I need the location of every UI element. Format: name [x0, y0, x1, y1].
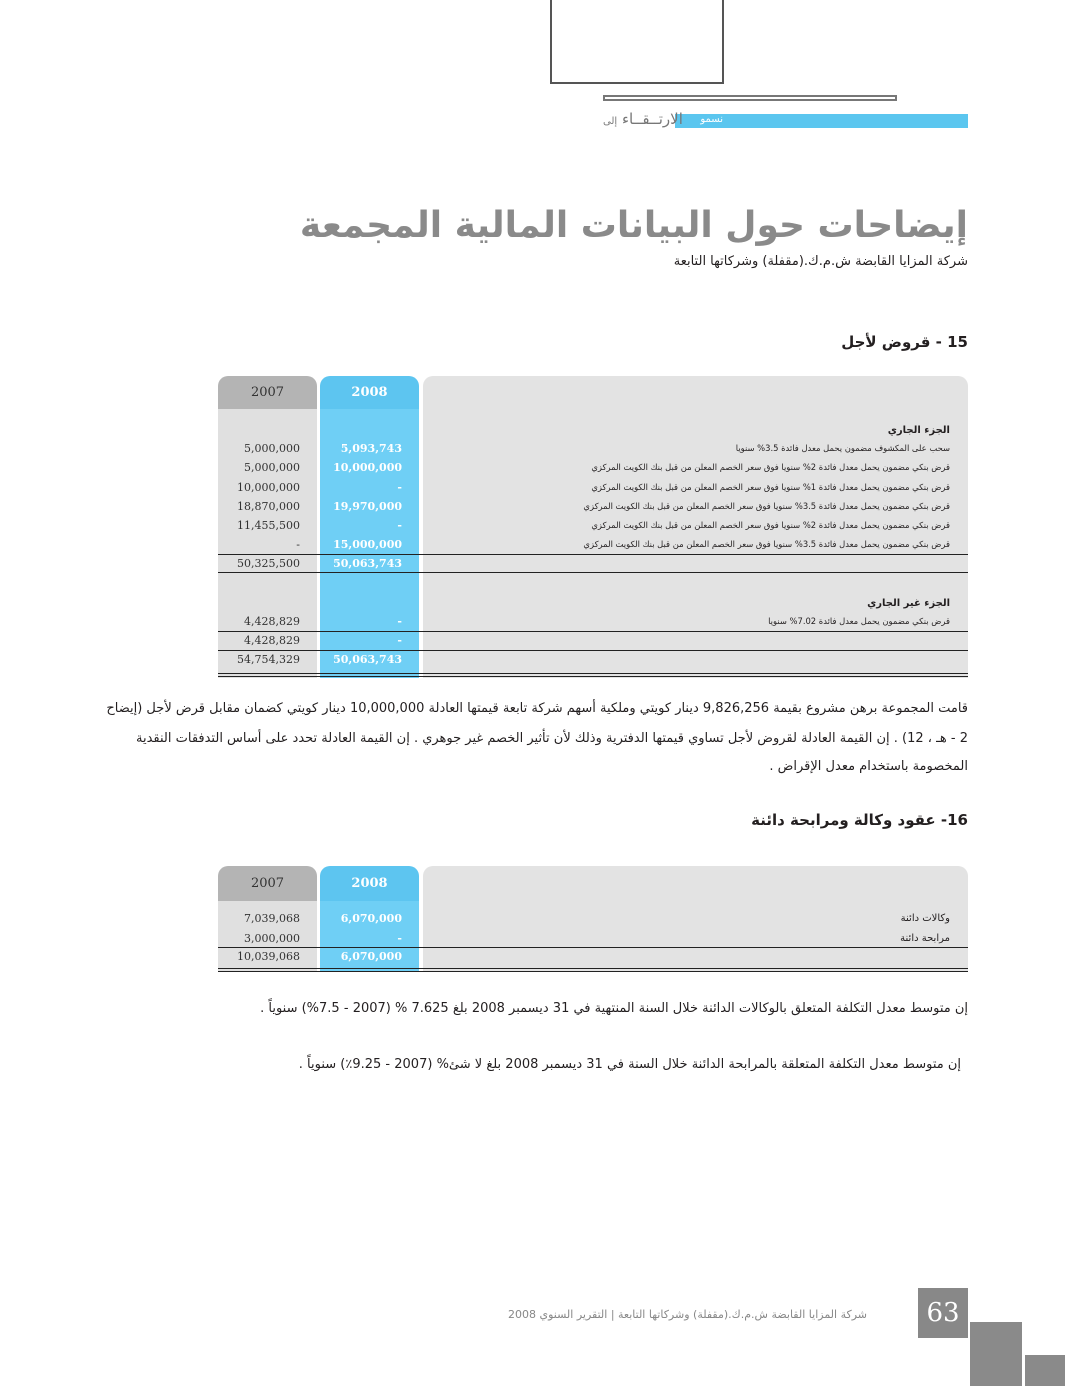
table-row-2008: -: [397, 519, 402, 532]
footer-block: [1025, 1355, 1065, 1386]
table-row-2007: 18,870,000: [237, 500, 300, 513]
table-row-2007: -: [296, 538, 300, 551]
table-row-desc: مرابحة دائنة: [900, 933, 950, 944]
noncurrent-portion-label: الجزء غير الجاري: [867, 598, 950, 609]
loans-table: [218, 376, 968, 678]
table-row-2008: 19,970,000: [333, 500, 402, 513]
section-15-heading: 15 - قروض لأجل: [841, 333, 968, 351]
noncurrent-total-2007: 4,428,829: [244, 634, 300, 647]
table-row-2008: 5,093,743: [340, 442, 402, 455]
footer-block: [970, 1322, 1022, 1386]
header-logo-word: الارتــقــاء: [621, 110, 683, 128]
divider: [218, 673, 968, 674]
table-row-desc: قرض بنكي مضمون يحمل معدل فائدة 2% سنويا فوق سعر الخصم المعلن من قبل بنك الكويت المركزي: [591, 462, 950, 472]
col-header-2008: 2008: [320, 866, 419, 901]
divider: [218, 676, 968, 677]
table-row-desc: سحب على المكشوف مضمون يحمل معدل فائدة 3.5% سنويا: [735, 443, 950, 453]
table-row-desc: قرض بنكي مضمون يحمل معدل فائدة 3.5% سنويا فوق سعر الخصم المعلن من قبل بنك الكويت المركزي: [583, 539, 950, 549]
note-15-line-1: قامت المجموعة برهن مشروع بقيمة 9,826,256 دينار كويتي وملكية أسهم شركة تابعة قيمتها العادلة 10,000,000 دينار كويتي كضمان مقابل قرض لأجل (إيضاح: [106, 701, 968, 716]
col-header-2008: 2008: [320, 376, 419, 409]
table-row-2008: -: [397, 615, 402, 628]
col-header-desc: [423, 376, 968, 409]
table-row-2007: 4,428,829: [244, 615, 300, 628]
table-row-2008: -: [397, 932, 402, 945]
grand-total-2008: 50,063,743: [333, 653, 402, 666]
current-total-2007: 50,325,500: [237, 557, 300, 570]
table-row-2007: 5,000,000: [244, 461, 300, 474]
current-portion-label: الجزء الجاري: [887, 425, 950, 436]
table-row-desc: قرض بنكي مضمون يحمل معدل فائدة 2% سنويا فوق سعر الخصم المعلن من قبل بنك الكويت المركزي: [591, 520, 950, 530]
noncurrent-total-2008: -: [397, 634, 402, 647]
table-row-2007: 3,000,000: [244, 932, 300, 945]
note-15-line-2: 2 - هـ ، 12) . إن القيمة العادلة لقروض لأجل تساوي قيمتها الدفترية وذلك لأن تأثير الخصم غير جوهري . إن القيمة العادلة تحدد على أساس التدفقات النقدية: [136, 731, 968, 746]
header-bar: [603, 95, 897, 101]
total-2008: 6,070,000: [340, 950, 402, 963]
table-row-2008: 6,070,000: [340, 912, 402, 925]
note-16-line-2: إن متوسط معدل التكلفة المتعلقة بالمرابحة الدائنة خلال السنة في 31 ديسمبر 2008 بلغ لا شئ% (2007 - 9.25٪) سنوياً .: [298, 1057, 961, 1072]
page-subtitle: شركة المزايا القابضة ش.م.ك.(مقفلة) وشركاتها التابعة: [673, 254, 968, 269]
table-row-2007: 7,039,068: [244, 912, 300, 925]
table-row-2008: -: [397, 481, 402, 494]
table-row-desc: قرض بنكي مضمون يحمل معدل فائدة 3.5% سنويا فوق سعر الخصم المعلن من قبل بنك الكويت المركزي: [583, 501, 950, 511]
table-row-desc: وكالات دائنة: [900, 913, 950, 924]
divider: [218, 572, 968, 573]
page-title: إيضاحات حول البيانات المالية المجمعة: [299, 205, 968, 246]
col-header-2007: 2007: [218, 866, 317, 901]
note-15-line-3: المخصومة باستخدام معدل الإقراض .: [769, 759, 968, 774]
table-row-desc: قرض بنكي مضمون يحمل معدل فائدة 7.02% سنويا: [768, 616, 950, 626]
divider: [218, 968, 968, 969]
table-row-2008: 10,000,000: [333, 461, 402, 474]
current-total-2008: 50,063,743: [333, 557, 402, 570]
header-frame: [550, 0, 724, 84]
footer-text: شركة المزايا القابضة ش.م.ك.(مقفلة) وشركاتها التابعة | التقرير السنوي 2008: [508, 1308, 867, 1321]
grand-total-2007: 54,754,329: [237, 653, 300, 666]
col-desc-bg: [423, 901, 968, 972]
page-number: 63: [918, 1288, 968, 1338]
table-row-desc: قرض بنكي مضمون يحمل معدل فائدة 1% سنويا فوق سعر الخصم المعلن من قبل بنك الكويت المركزي: [591, 482, 950, 492]
header-blue-word: نسمو: [700, 114, 723, 125]
col-header-2007: 2007: [218, 376, 317, 409]
header-logo-text: [603, 110, 683, 128]
note-16-line-1: إن متوسط معدل التكلفة المتعلق بالوكالات الدائنة خلال السنة المنتهية في 31 ديسمبر 2008 بلغ 7.625 % (2007 - 7.5%) سنوياً .: [260, 1001, 968, 1016]
table-row-2008: 15,000,000: [333, 538, 402, 551]
header-logo-prefix: إلى: [603, 116, 618, 127]
header-blue-strip: [675, 114, 968, 128]
section-16-heading: 16- عقود وكالة ومرابحة دائنة: [751, 811, 968, 829]
divider: [218, 971, 968, 972]
table-row-2007: 5,000,000: [244, 442, 300, 455]
table-row-2007: 10,000,000: [237, 481, 300, 494]
total-2007: 10,039,068: [237, 950, 300, 963]
col-header-desc: [423, 866, 968, 901]
wakala-table: [218, 866, 968, 972]
table-row-2007: 11,455,500: [237, 519, 300, 532]
